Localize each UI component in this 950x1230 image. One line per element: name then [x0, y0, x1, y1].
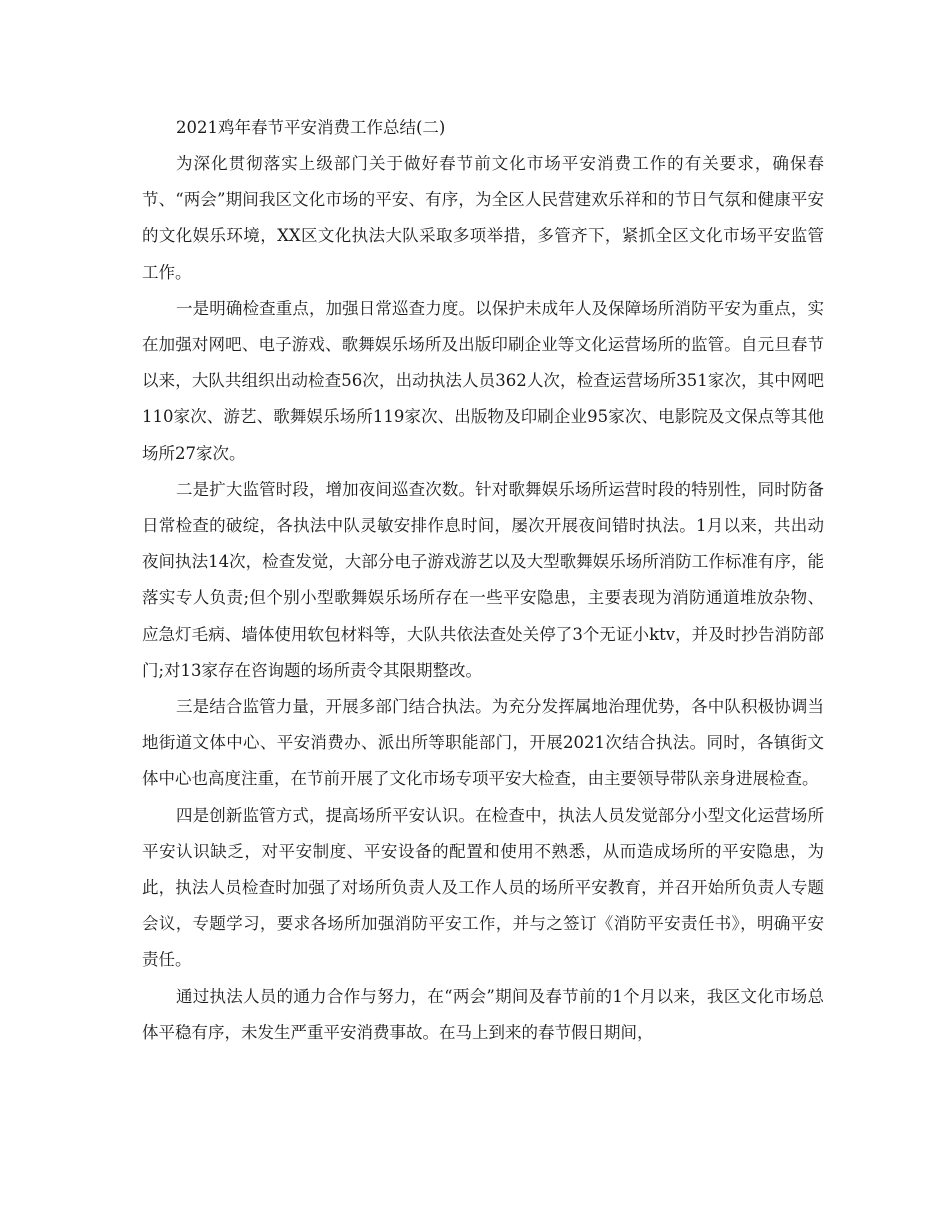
paragraph-intro: 为深化贯彻落实上级部门关于做好春节前文化市场平安消费工作的有关要求，确保春节、“两会”期间我区文化市场的平安、有序，为全区人民营建欢乐祥和的节日气氛和健康平安的文化娱乐环境，XX区文化执法大队采取多项举措，多管齐下，紧抓全区文化市场平安监管工作。	[142, 154, 824, 282]
paragraph-point-three: 三是结合监管力量，开展多部门结合执法。为充分发挥属地治理优势，各中队积极协调当地街道文体中心、平安消费办、派出所等职能部门，开展2021次结合执法。同时，各镇街文体中心也高度注重，在节前开展了文化市场专项平安大检查，由主要领导带队亲身进展检查。	[142, 697, 824, 789]
paragraph-conclusion: 通过执法人员的通力合作与努力，在“两会”期间及春节前的1个月以来，我区文化市场总体平稳有序，未发生严重平安消费事故。在马上到来的春节假日期间，	[142, 986, 824, 1042]
paragraph-point-one: 一是明确检查重点，加强日常巡查力度。以保护未成年人及保障场所消防平安为重点，实在加强对网吧、电子游戏、歌舞娱乐场所及出版印刷企业等文化运营场所的监管。自元旦春节以来，大队共组织出动检查56次，出动执法人员362人次，检查运营场所351家次，其中网吧110家次、游艺、歌舞娱乐场所119家次、出版物及印刷企业95家次、电影院及文保点等其他场所27家次。	[142, 298, 824, 463]
document-title: 2021鸡年春节平安消费工作总结(二)	[176, 118, 446, 137]
paragraph-point-two: 二是扩大监管时段，增加夜间巡查次数。针对歌舞娱乐场所运营时段的特别性，同时防备日常检查的破绽，各执法中队灵敏安排作息时间，屡次开展夜间错时执法。1月以来，共出动夜间执法14次，检查发觉，大部分电子游戏游艺以及大型歌舞娱乐场所消防工作标准有序，能落实专人负责;但个别小型歌舞娱乐场所存在一些平安隐患，主要表现为消防通道堆放杂物、应急灯毛病、墙体使用软包材料等，大队共依法查处关停了3个无证小ktv，并及时抄告消防部门;对13家存在咨询题的场所责令其限期整改。	[142, 479, 824, 680]
paragraph-point-four: 四是创新监管方式，提高场所平安认识。在检查中，执法人员发觉部分小型文化运营场所平安认识缺乏，对平安制度、平安设备的配置和使用不熟悉，从而造成场所的平安隐患，为此，执法人员检查时加强了对场所负责人及工作人员的场所平安教育，并召开始所负责人专题会议，专题学习，要求各场所加强消防平安工作，并与之签订《消防平安责任书》，明确平安责任。	[142, 805, 824, 970]
document-page	[142, 110, 824, 1051]
